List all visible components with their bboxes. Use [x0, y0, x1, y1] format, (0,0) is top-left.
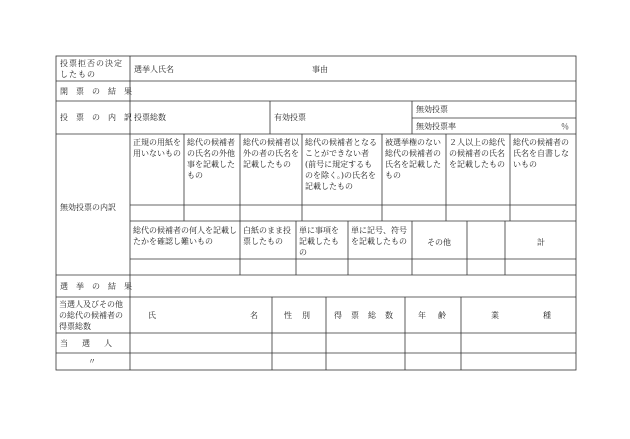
- invalid-reason-cell: 総代の候補者となることができない者(前号に規定するものを除く。)の氏名を記載したもの: [305, 138, 377, 191]
- invalid-reason-cell: 総代の候補者以外の者の氏名を記載したもの: [243, 138, 299, 169]
- count-gender-label: 性別: [284, 311, 320, 320]
- invalid-reason-cell: 総代の候補者の氏名を自書しないもの: [513, 138, 569, 169]
- invalid-reason-cell: 正規の用紙を用いないもの: [133, 138, 181, 158]
- invalid-reason-cell: 被選挙権のない総代の候補者の氏名を記載したもの: [385, 138, 441, 180]
- count-name-label-1: 氏: [148, 311, 156, 320]
- count-occupation-label: 業種: [491, 311, 595, 320]
- row-label-ditto: 〃: [88, 357, 96, 366]
- percent-sign: ％: [561, 122, 569, 131]
- invalid-rate-label: 無効投票率: [416, 122, 456, 131]
- invalid-reason-cell: 白紙のまま投票したもの: [243, 226, 291, 246]
- invalid-reason-cell: 単に記号、符号を記載したもの: [351, 226, 407, 246]
- valid-votes-label: 有効投票: [274, 113, 306, 122]
- row-label-voting-breakdown: 投票の内訳: [60, 113, 140, 122]
- count-name-label-2: 名: [250, 311, 258, 320]
- invalid-reason-cell: 単に事項を記載したもの: [299, 226, 339, 257]
- invalid-reason-cell: 総代の候補者の何人を記載したかを確認し難いもの: [133, 226, 237, 246]
- rejection-voter-name-label: 選挙人氏名: [134, 65, 174, 74]
- row-label-opening-result: 開票の結果: [60, 87, 140, 96]
- invalid-votes-label: 無効投票: [416, 105, 448, 114]
- invalid-reason-cell: ２人以上の総代の候補者の氏名を記載したもの: [449, 138, 505, 169]
- invalid-total-label: 計: [537, 238, 545, 247]
- row-label-elected: 当選人: [60, 339, 126, 348]
- total-votes-label: 投票総数: [134, 113, 166, 122]
- invalid-reason-cell: 総代の候補者の氏名の外他事を記載したもの: [187, 138, 235, 180]
- count-age-label: 年齢: [418, 311, 458, 320]
- row-label-vote-counts: 当選人及びその他の総代の候補者の得票総数: [59, 300, 123, 331]
- invalid-other-label: その他: [427, 238, 451, 247]
- row-label-invalid-breakdown: 無効投票の内訳: [60, 203, 116, 212]
- row-label-rejection: 投票拒否の決定したもの: [60, 59, 123, 79]
- rejection-reason-label: 事由: [312, 65, 328, 74]
- row-label-election-result: 選挙の結果: [60, 282, 140, 291]
- count-total-votes-label: 得票総数: [334, 311, 402, 320]
